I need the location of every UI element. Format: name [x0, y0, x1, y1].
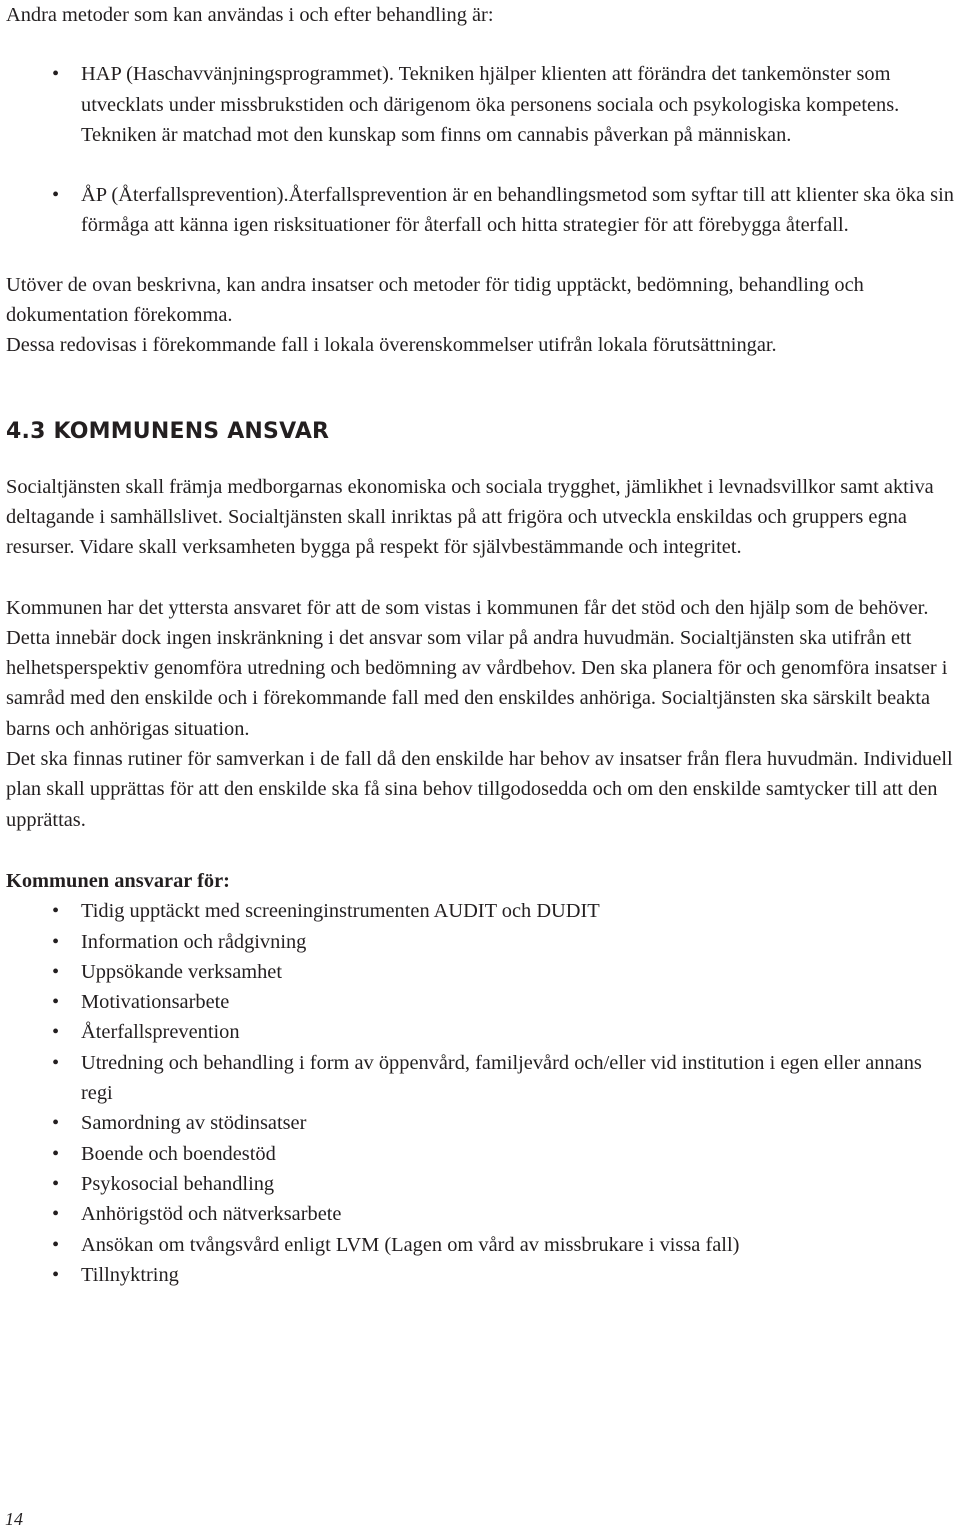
- list-item: • Motivationsarbete: [6, 987, 954, 1017]
- section-number: 4.3: [6, 418, 46, 444]
- list-item: • Tillnyktring: [6, 1260, 954, 1290]
- list-item: • Anhörigstöd och nätverksarbete: [6, 1199, 954, 1229]
- list-item: • Utredning och behandling i form av öppenvård, familjevård och/eller vid institution i egen eller annans regi: [6, 1048, 954, 1109]
- social-services-paragraph: Socialtjänsten skall främja medborgarnas ekonomiska och sociala trygghet, jämlikhet i levnadsvillkor samt aktiva deltagande i samhällslivet. Socialtjänsten skall inriktas på att frigöra och utveckla enskildas och gruppers egna resurser. Vidare skall verksamheten bygga på respekt för självbestämmande och integritet.: [6, 475, 934, 559]
- list-item: • Boende och boendestöd: [6, 1139, 954, 1169]
- list-item: • Samordning av stödinsatser: [6, 1108, 954, 1138]
- list-item: • Ansökan om tvångsvård enligt LVM (Lagen om vård av missbrukare i vissa fall): [6, 1230, 954, 1260]
- local-agreements-paragraph: Dessa redovisas i förekommande fall i lokala överenskommelser utifrån lokala förutsättningar.: [6, 334, 777, 357]
- page-number: 14: [5, 1509, 23, 1529]
- responsibilities-heading: Kommunen ansvarar för:: [6, 869, 230, 892]
- list-item: • Information och rådgivning: [6, 927, 954, 957]
- list-item: • ÅP (Återfallsprevention).Återfallsprevention är en behandlingsmetod som syftar till att klienter ska öka sin förmåga att känna igen risksituationer för återfall och hitta strategier för att förebygga återfall.: [6, 180, 954, 241]
- list-item: • HAP (Haschavvänjningsprogrammet). Tekniken hjälper klienten att förändra det tankemönster som utvecklats under missbrukstiden och därigenom öka personens sociala och psykologiska kompetens. Tekniken är matchad mot den kunskap som finns om cannabis påverkan på människan.: [6, 59, 954, 150]
- list-item: • Uppsökande verksamhet: [6, 957, 954, 987]
- list-item: • Psykosocial behandling: [6, 1169, 954, 1199]
- responsibilities-list: [6, 896, 954, 1290]
- methods-list: [6, 59, 954, 240]
- list-item: • Återfallsprevention: [6, 1017, 954, 1047]
- section-title: KOMMUNENS ANSVAR: [53, 418, 330, 444]
- cooperation-paragraph: Det ska finnas rutiner för samverkan i de fall då den enskilde har behov av insatser från flera huvudmän. Individuell plan skall upprättas för att den enskilde ska få sina behov tillgodosedda och om den enskilde samtycker till att den upprättas.: [6, 748, 953, 831]
- other-methods-paragraph: Utöver de ovan beskrivna, kan andra insatser och metoder för tidig upptäckt, bedömning, behandling och dokumentation förekomma.: [6, 273, 864, 327]
- section-heading: [6, 417, 954, 447]
- intro-text: Andra metoder som kan användas i och efter behandling är:: [6, 4, 494, 26]
- list-item: • Tidig upptäckt med screeninginstrumenten AUDIT och DUDIT: [6, 896, 954, 926]
- municipal-responsibility-paragraph: Kommunen har det yttersta ansvaret för att de som vistas i kommunen får det stöd och den hjälp som de behöver. Detta innebär dock ingen inskränkning i det ansvar som vilar på andra huvudmän. Socialtjänsten ska utifrån ett helhetsperspektiv genomföra utredning och bedömning av vårdbehov. Den ska planera för och genomföra insatser i samråd med den enskilde och i förekommande fall med den enskildes anhöriga. Socialtjänsten ska särskilt beakta barns och anhörigas situation.: [6, 596, 948, 740]
- document-page: [6, 0, 954, 1290]
